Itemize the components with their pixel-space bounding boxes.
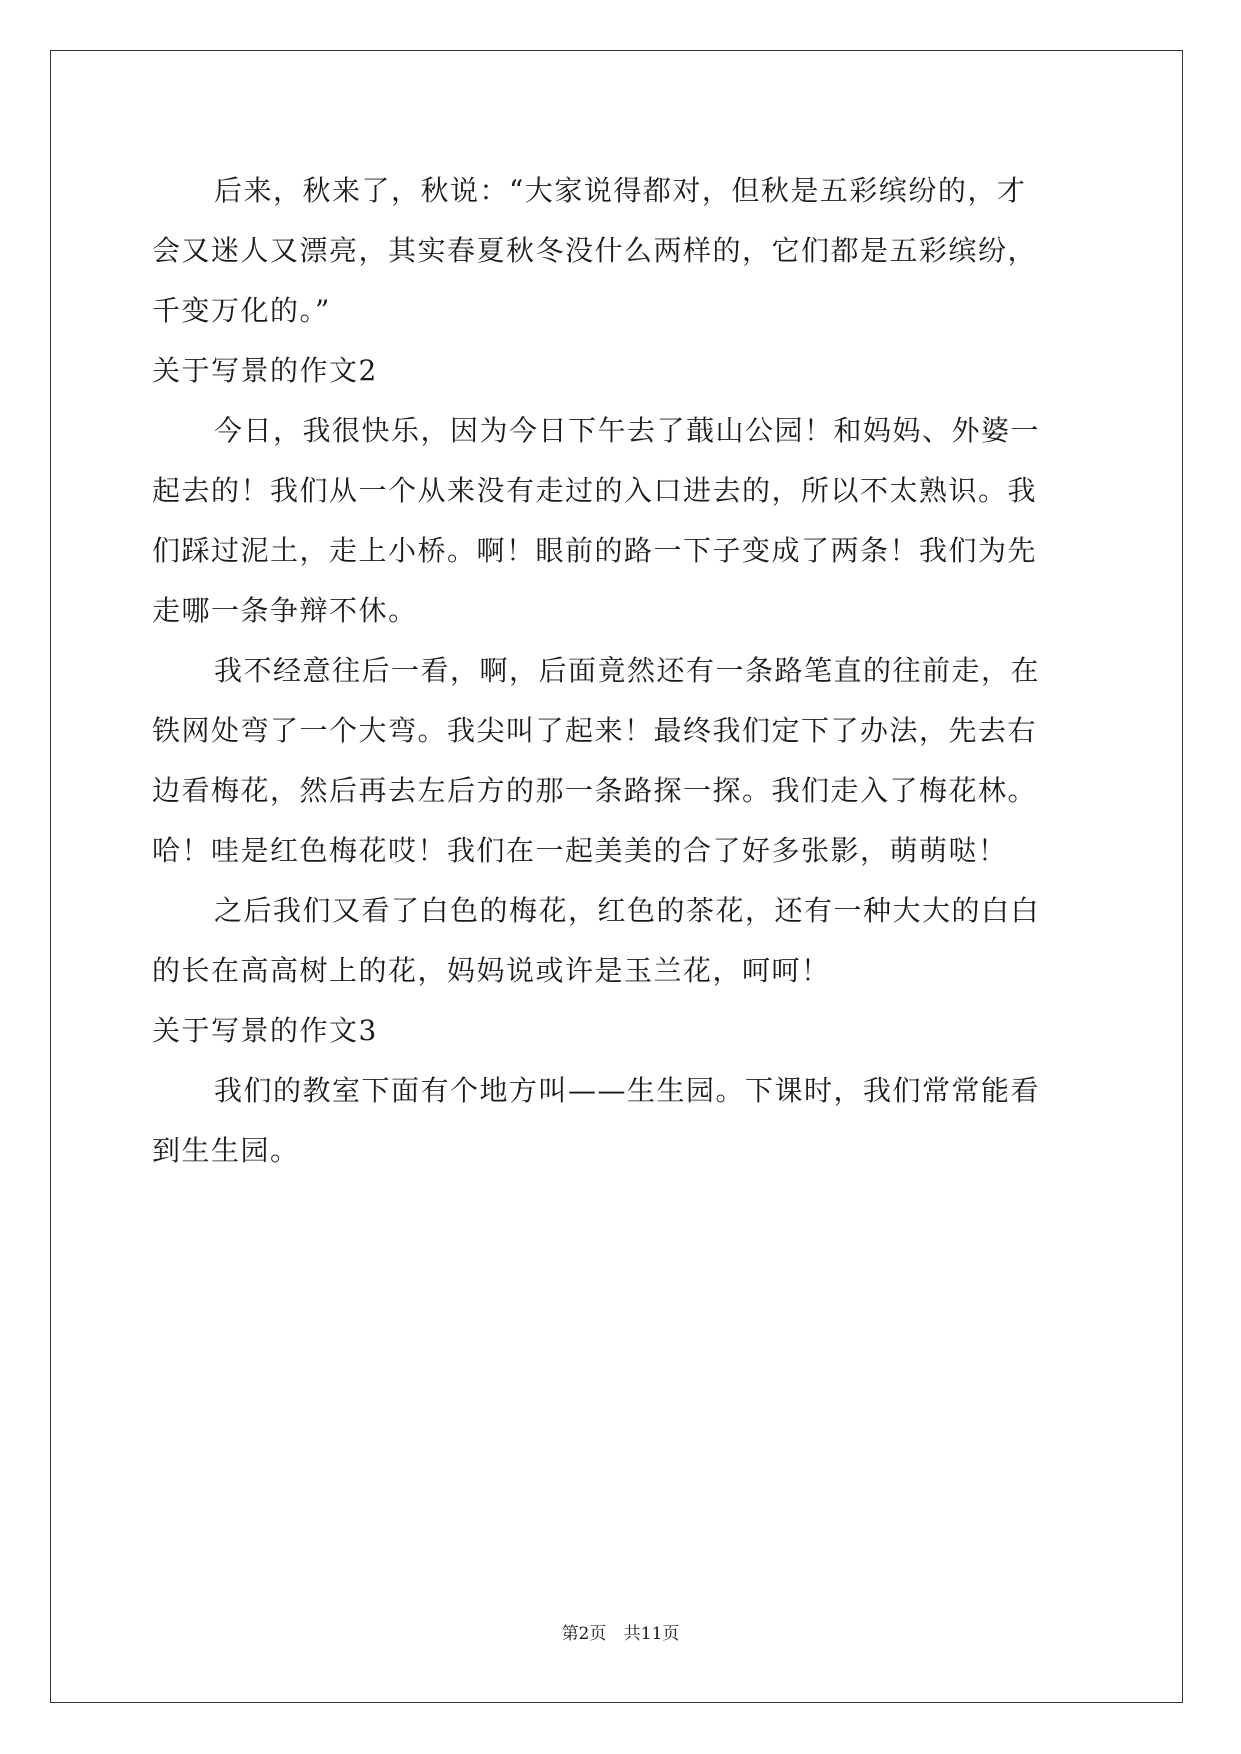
text-line: 千变万化的。” (152, 294, 331, 327)
text-line: 后来，秋来了，秋说：“大家说得都对，但秋是五彩缤纷的，才 (214, 174, 1027, 207)
text-line: 会又迷人又漂亮，其实春夏秋冬没什么两样的，它们都是五彩缤纷， (152, 234, 1038, 267)
page-total: 共11页 (623, 1624, 680, 1644)
paragraph (152, 641, 1092, 881)
text-line: 的长在高高树上的花，妈妈说或许是玉兰花，呵呵！ (152, 954, 831, 987)
paragraph (152, 401, 1092, 641)
page-footer (0, 1619, 1241, 1644)
text-line: 到生生园。 (152, 1134, 300, 1167)
text-line: 我不经意往后一看，啊，后面竟然还有一条路笔直的往前走，在 (214, 654, 1041, 687)
text-line: 今日，我很快乐，因为今日下午去了蕺山公园！和妈妈、外婆一 (214, 414, 1041, 447)
text-line: 铁网处弯了一个大弯。我尖叫了起来！最终我们定下了办法，先去右 (152, 714, 1038, 747)
section-heading: 关于写景的作文2 (152, 354, 378, 387)
paragraph (152, 881, 1092, 1001)
text-line: 们踩过泥土，走上小桥。啊！眼前的路一下子变成了两条！我们为先 (152, 534, 1038, 567)
text-line: 走哪一条争辩不休。 (152, 594, 418, 627)
section-heading: 关于写景的作文3 (152, 1014, 378, 1047)
text-line: 之后我们又看了白色的梅花，红色的茶花，还有一种大大的白白 (214, 894, 1041, 927)
paragraph (152, 161, 1092, 341)
page-number: 第2页 (561, 1624, 607, 1644)
paragraph (152, 1061, 1092, 1181)
text-line: 起去的！我们从一个从来没有走过的入口进去的，所以不太熟识。我 (152, 474, 1038, 507)
text-line: 哈！哇是红色梅花哎！我们在一起美美的合了好多张影，萌萌哒！ (152, 834, 1008, 867)
text-line: 我们的教室下面有个地方叫——生生园。下课时，我们常常能看 (214, 1074, 1041, 1107)
text-line: 边看梅花，然后再去左后方的那一条路探一探。我们走入了梅花林。 (152, 774, 1038, 807)
document-body (152, 161, 1092, 1181)
